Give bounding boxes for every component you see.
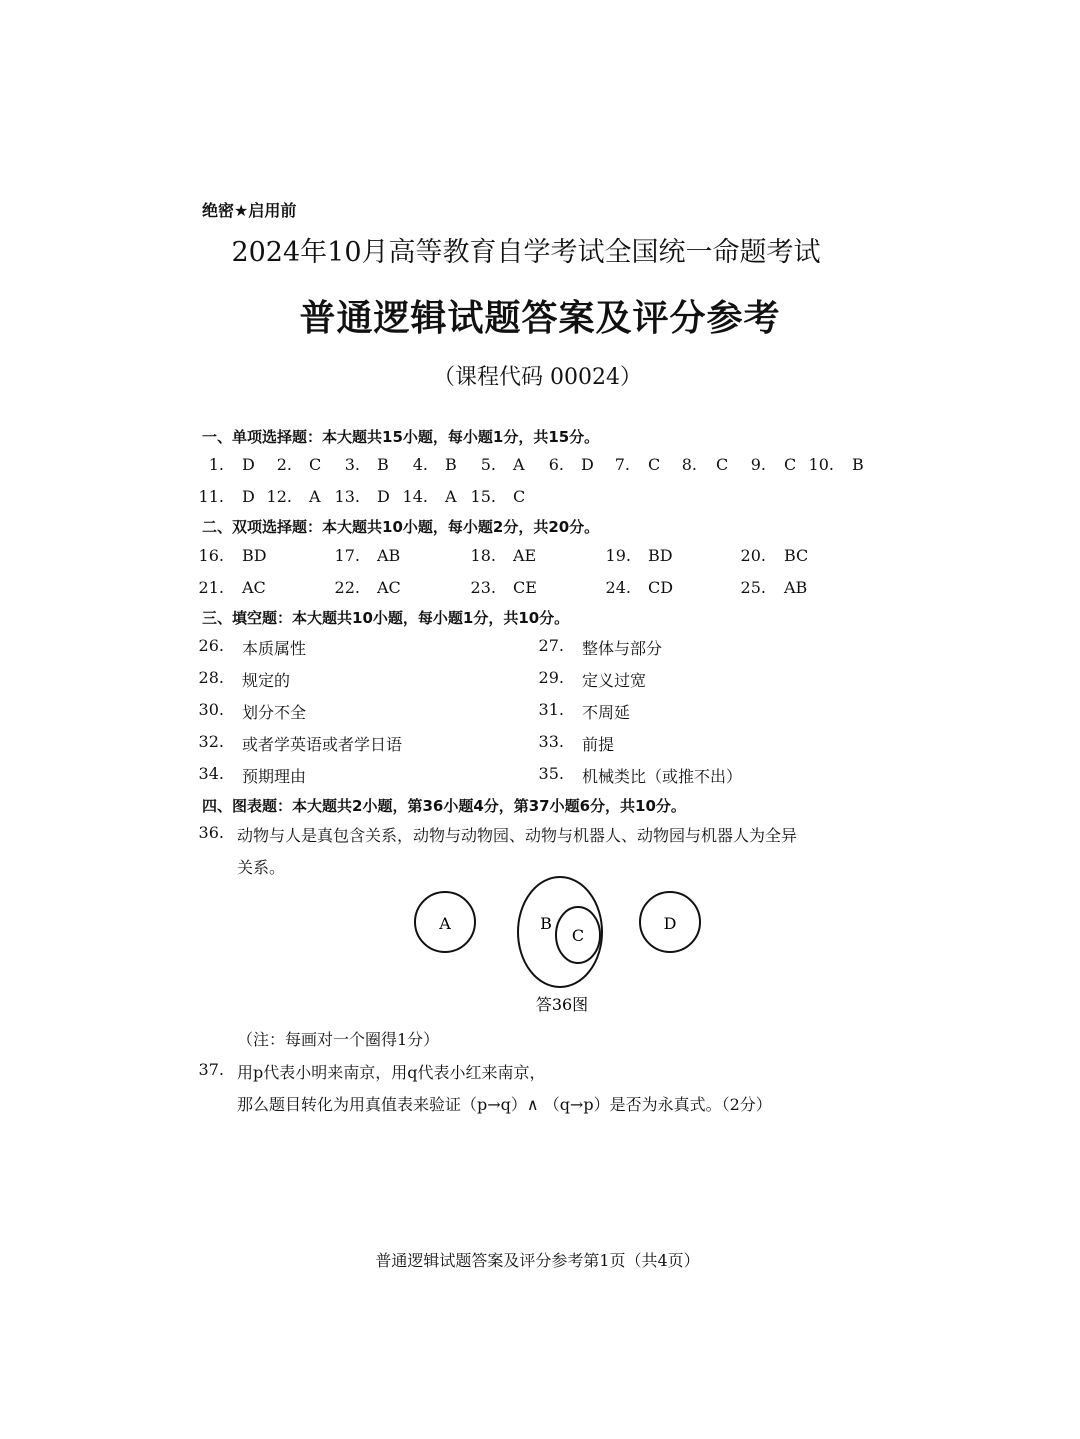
label-c: C [571,926,585,945]
answer-number: 16. [198,546,224,565]
answer-number: 28. [198,668,224,687]
answer-value: 前提 [582,735,615,754]
answer-value: 规定的 [242,671,291,690]
answer-number: 4. [412,455,428,474]
answer-number: 32. [198,732,224,751]
answer-value: AB [377,546,401,565]
answer-number: 34. [198,764,224,783]
answer-number: 8. [681,455,697,474]
label-b: B [540,914,552,933]
answer-number: 31. [538,700,564,719]
answer-value: BC [784,546,809,565]
answer-number: 5. [480,455,496,474]
document-title: 普通逻辑试题答案及评分参考 [299,297,781,339]
answer-value: C [784,455,797,474]
question-36-note: （注：每画对一个圈得1分） [237,1030,440,1049]
circle-b [518,877,602,987]
answer-value: AC [377,578,401,597]
answer-number: 25. [740,578,766,597]
answer-value: A [309,487,321,506]
answer-number: 12. [266,487,292,506]
answer-value: C [513,487,526,506]
answer-number: 2. [276,455,292,474]
answer-number: 7. [614,455,630,474]
answer-value: D [377,487,390,506]
answer-number: 3. [344,455,360,474]
section1-heading: 一、单项选择题：本大题共15小题，每小题1分，共15分。 [202,428,600,446]
answer-value: D [581,455,594,474]
answer-number: 17. [334,546,360,565]
answer-number: 14. [402,487,428,506]
answer-number: 35. [538,764,564,783]
answer-value: AE [513,546,537,565]
answer-number: 9. [750,455,766,474]
answer-number: 30. [198,700,224,719]
question-37-line2: 那么题目转化为用真值表来验证（p→q）∧ （q→p）是否为永真式。（2分） [237,1095,772,1114]
label-a: A [439,914,451,933]
answer-value: B [852,455,864,474]
answer-value: AB [784,578,808,597]
answer-value: 机械类比（或推不出） [582,767,743,786]
answer-value: 不周延 [582,703,631,722]
figure-caption: 答36图 [535,995,589,1014]
answer-number: 15. [470,487,496,506]
section2-heading: 二、双项选择题：本大题共10小题，每小题2分，共20分。 [202,518,600,536]
question-36-text-line1: 动物与人是真包含关系，动物与动物园、动物与机器人、动物园与机器人为全异 [237,826,798,845]
exam-title: 2024年10月高等教育自学考试全国统一命题考试 [231,237,821,268]
answer-value: C [309,455,322,474]
answer-value: C [648,455,661,474]
course-code: （课程代码 00024） [433,365,642,390]
answer-number: 19. [605,546,631,565]
answer-number: 18. [470,546,496,565]
answer-value: 预期理由 [242,767,307,786]
answer-value: 定义过宽 [582,671,647,690]
section3-heading: 三、填空题：本大题共10小题，每小题1分，共10分。 [202,609,570,627]
answer-value: D [242,455,255,474]
answer-value: 整体与部分 [582,639,663,658]
answer-value: 本质属性 [242,639,307,658]
answer-number: 11. [198,487,224,506]
answer-number: 10. [808,455,834,474]
answer-number: 24. [605,578,631,597]
answer-number: 1. [208,455,224,474]
answer-value: D [242,487,255,506]
confidential-label: 绝密★启用前 [202,201,297,220]
question-37-line1: 用p代表小明来南京，用q代表小红来南京， [237,1063,546,1082]
answer-number: 20. [740,546,766,565]
question-36-number: 36. [198,823,224,842]
answer-number: 21. [198,578,224,597]
answer-number: 26. [198,636,224,655]
answer-number: 22. [334,578,360,597]
answer-value: 划分不全 [242,703,307,722]
answer-value: A [445,487,457,506]
section4-heading: 四、图表题：本大题共2小题，第36小题4分，第37小题6分，共10分。 [202,797,686,815]
answer-number: 27. [538,636,564,655]
answer-value: CD [648,578,674,597]
page-footer: 普通逻辑试题答案及评分参考第1页（共4页） [375,1251,700,1270]
answer-value: B [377,455,389,474]
answer-number: 33. [538,732,564,751]
answer-number: 13. [334,487,360,506]
answer-value: CE [513,578,537,597]
venn-diagram [400,872,720,1022]
question-36-text-line2: 关系。 [237,858,286,877]
answer-value: C [716,455,729,474]
answer-number: 6. [548,455,564,474]
answer-value: B [445,455,457,474]
label-d: D [663,914,677,933]
question-37-number: 37. [198,1060,224,1079]
answer-value: 或者学英语或者学日语 [242,735,403,754]
answer-value: BD [648,546,673,565]
answer-value: BD [242,546,267,565]
answer-number: 29. [538,668,564,687]
answer-number: 23. [470,578,496,597]
answer-value: AC [242,578,266,597]
answer-value: A [513,455,525,474]
